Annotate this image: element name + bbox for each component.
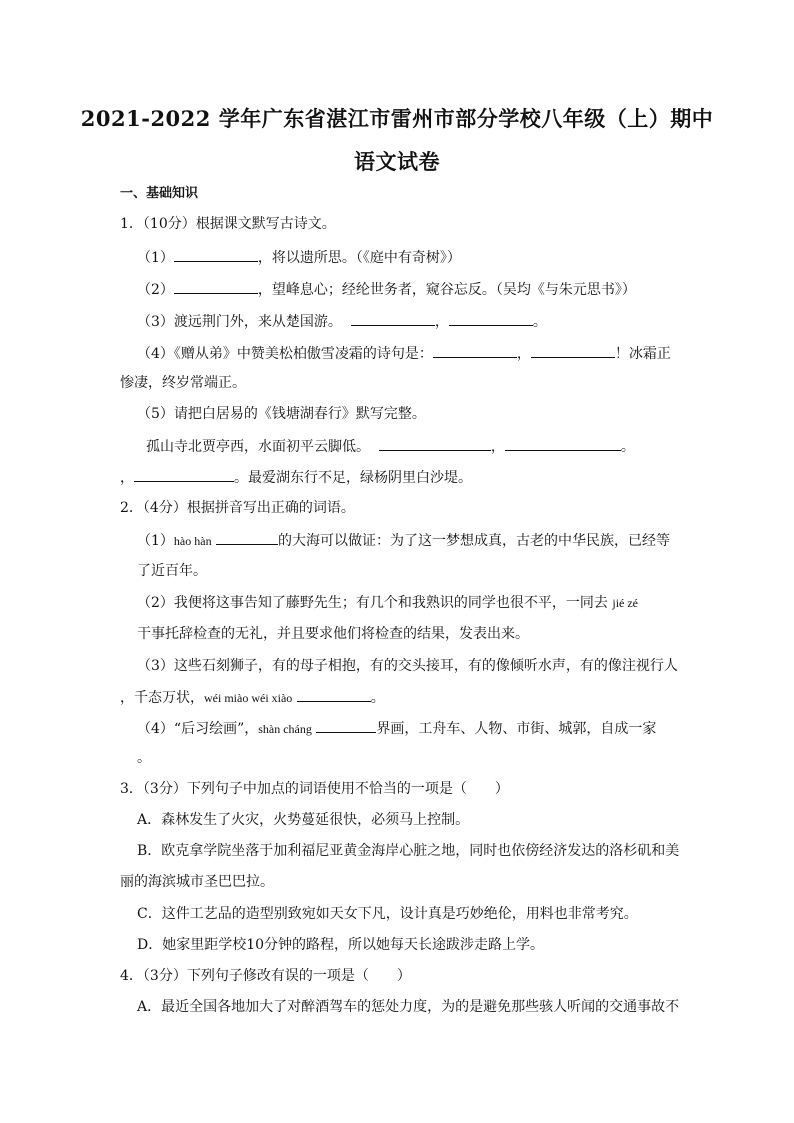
q2-sub4-pre: （4）“后习绘画”， [137,721,259,737]
section-heading: 一、基础知识 [120,186,199,201]
q1-sub5-blank2[interactable] [505,436,621,451]
q1-sub3-blank2[interactable] [449,311,533,326]
q2-sub2 [137,593,638,613]
q1-sub5-poem [146,436,635,457]
q1-sub4 [137,343,671,364]
q1-sub5-poem-pre: 孤山寺北贾亭西，水面初平云脚低。 [146,439,370,455]
q2-sub2-pre: （2）我便将这事告知了藤野先生；有几个和我熟识的同学也很不平，一同去 [137,595,608,611]
q1-sub3-mid: ， [434,314,449,330]
q3-option-c[interactable]: C．这件工艺品的造型别致宛如天女下凡，设计真是巧妙绝伦，用料也非常考究。 [137,906,638,922]
q1-sub4-blank2[interactable] [531,343,615,358]
q1-sub5-cont-pre: ， [120,470,134,486]
q1-sub5-mid: ， [490,439,505,455]
q1-sub4-post: ！冰霜正 [614,346,671,362]
q2-sub4-blank[interactable] [316,718,376,733]
q1-sub3-end: 。 [532,314,547,330]
q1-sub3-blank1[interactable] [351,311,435,326]
q2-sub2-cont: 干事托辞检查的无礼，并且要求他们将检查的结果，发表出来。 [137,626,529,642]
q2-sub1-cont: 了近百年。 [137,563,207,579]
q2-sub3-cont-pre: ，千态万状， [120,690,204,706]
q1-sub5-cont-post: 。最爱湖东行不足，绿杨阴里白沙堤。 [234,470,472,486]
q1-sub2 [137,279,636,300]
q1-sub5-end: 。 [620,439,635,455]
q2-sub4 [137,718,656,739]
q1-sub5: （5）请把白居易的《钱塘湖春行》默写完整。 [137,406,426,422]
q1-sub2-post: ，望峰息心；经纶世务者，窥谷忘反。（吴均《与朱元思书》） [257,282,636,298]
exam-title-line1: 2021-2022 学年广东省湛江市雷州市部分学校八年级（上）期中 [80,106,714,131]
q1-sub5-cont [120,467,472,488]
q2-sub3-cont-post: 。 [370,690,385,706]
q2-sub2-pinyin: jié zé [612,596,639,610]
q3-option-d[interactable]: D．她家里距学校10分钟的路程，所以她每天长途跋涉走路上学。 [137,937,545,953]
q3-stem: 3．（3分）下列句子中加点的词语使用不恰当的一项是（ ） [120,781,509,797]
q2-sub3-pinyin: wéi miào wéi xiào [204,691,293,705]
q2-sub1-post: 的大海可以做证：为了这一梦想成真，古老的中华民族，已经等 [278,533,671,549]
q2-sub3-blank[interactable] [297,687,371,702]
q3-option-a[interactable]: A．森林发生了火灾，火势蔓延很快，必须马上控制。 [137,812,470,828]
q2-sub4-post: 界画，工舟车、人物、市街、城郭，自成一家 [376,721,657,737]
q3-option-b[interactable]: B．欧克拿学院坐落于加利福尼亚黄金海岸心脏之地，同时也依傍经济发达的洛杉矶和美 [137,843,680,859]
q2-sub3: （3）这些石刻狮子，有的母子相抱，有的交头接耳，有的像倾听水声，有的像注视行人 [137,658,678,674]
q2-sub1-blank[interactable] [216,530,278,545]
q2-sub4-pinyin: shàn cháng [258,722,312,736]
q3-option-b-cont: 丽的海滨城市圣巴巴拉。 [120,874,274,890]
q1-sub1 [137,247,461,268]
q1-sub3 [137,311,547,332]
q1-sub2-blank[interactable] [174,279,258,294]
q1-sub2-pre: （2） [137,282,174,298]
q2-stem: 2．（4分）根据拼音写出正确的词语。 [120,500,355,516]
q1-sub5-blank1[interactable] [379,436,491,451]
q4-stem: 4．（3分）下列句子修改有误的一项是（ ） [120,968,411,984]
q1-sub1-post: ，将以遗所思。（《庭中有奇树》） [257,250,461,266]
q1-sub4-mid: ， [516,346,531,362]
q1-sub4-blank1[interactable] [433,343,517,358]
q2-sub3-cont [120,687,385,708]
q1-sub4-pre: （4）《赠从弟》中赞美松柏傲雪凌霜的诗句是： [137,346,433,362]
q2-sub1 [137,530,670,551]
exam-title-line2: 语文试卷 [354,149,440,174]
q4-option-a[interactable]: A．最近全国各地加大了对醉酒驾车的惩处力度，为的是避免那些骇人听闻的交通事故不 [137,999,680,1015]
q1-sub3-pre: （3）渡远荆门外，来从楚国游。 [137,314,342,330]
q1-sub4-cont: 惨凄，终岁常端正。 [120,375,246,391]
q2-sub4-cont: 。 [137,750,151,766]
q1-sub1-pre: （1） [137,250,174,266]
q1-sub1-blank[interactable] [174,247,258,262]
q2-sub1-pre: （1） [137,533,174,549]
q2-sub1-pinyin: hào hàn [173,534,212,548]
q1-sub5-blank3[interactable] [134,467,234,482]
q1-stem: 1．（10分）根据课文默写古诗文。 [120,216,336,232]
